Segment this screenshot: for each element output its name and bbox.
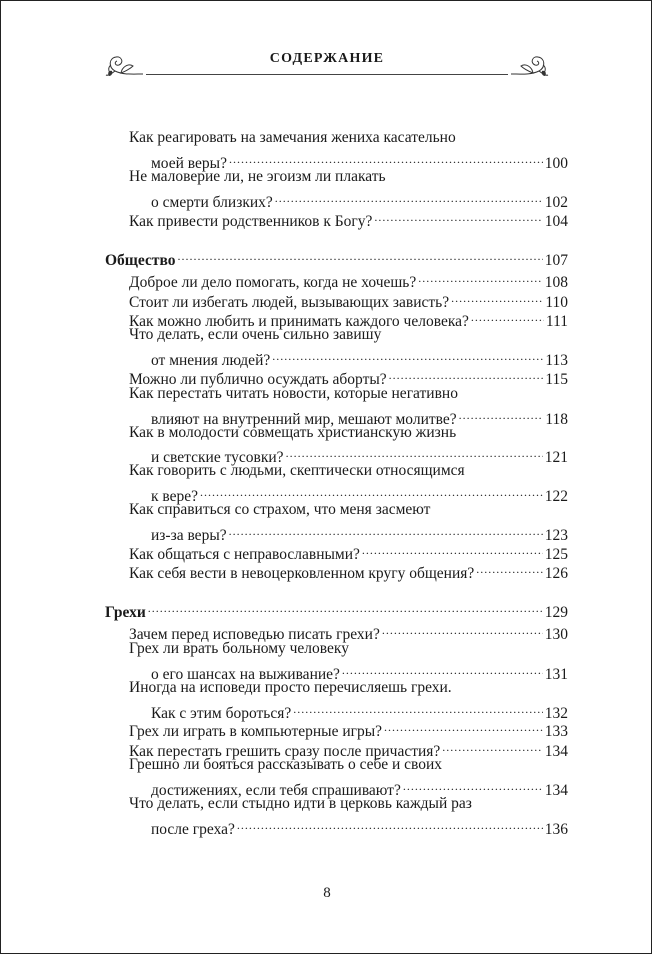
- toc-page-number: 129: [544, 604, 568, 621]
- toc-entry-text: достижениях, если тебя спрашивают?: [151, 782, 401, 799]
- toc-page-number: 122: [544, 488, 568, 505]
- dot-leader: [342, 659, 543, 679]
- toc-entry-text: Как себя вести в невоцерковленном кругу общения?: [129, 565, 475, 582]
- toc-page-number: 131: [544, 666, 568, 683]
- dot-leader: [451, 287, 543, 307]
- toc-entry-text: Стоит ли избегать людей, вызывающих зависть?: [129, 294, 450, 311]
- toc-entry-text: влияют на внутренний мир, мешают молитве?: [151, 411, 457, 428]
- toc-entry-row[interactable]: [151, 345, 568, 369]
- toc-section-row[interactable]: [105, 245, 568, 269]
- dot-leader: [403, 775, 543, 795]
- toc-entry-text: Иногда на исповеди просто перечисляешь грехи.: [129, 679, 452, 696]
- toc-entry-text: Как можно любить и принимать каждого человека?: [129, 313, 469, 330]
- toc-entry-text: Как с этим бороться?: [151, 705, 292, 722]
- toc-entry-row[interactable]: [151, 481, 568, 505]
- page-number: 8: [323, 885, 331, 901]
- dot-leader: [272, 345, 543, 365]
- toc-entry-text: о его шансах на выживание?: [151, 666, 340, 683]
- toc-page-number: 108: [544, 274, 568, 291]
- toc-entry-row[interactable]: [129, 736, 568, 760]
- toc-page-number: 121: [544, 449, 568, 466]
- toc-entry-text: из-за веры?: [151, 527, 227, 544]
- dot-leader: [286, 442, 543, 462]
- toc-page-number: 118: [545, 411, 568, 428]
- toc-entry-row[interactable]: [129, 716, 568, 740]
- toc-entry-row[interactable]: [129, 267, 568, 291]
- toc-entry-text: и светские тусовки?: [151, 449, 284, 466]
- toc-page-number: 115: [545, 371, 568, 388]
- toc-entry-text: Можно ли публично осуждать аборты?: [129, 371, 387, 388]
- toc-section-title: Грехи: [105, 604, 146, 621]
- toc-entry-text: Зачем перед исповедью писать грехи?: [129, 626, 380, 643]
- toc-page-number: 134: [544, 743, 568, 760]
- toc-entry-row[interactable]: [129, 364, 568, 388]
- dot-leader: [229, 148, 543, 168]
- dot-leader: [389, 364, 544, 384]
- toc-entry-text: к вере?: [151, 488, 199, 505]
- toc-page-number: 113: [545, 352, 568, 369]
- toc-page-number: 107: [544, 252, 568, 269]
- toc-page-number: 123: [544, 527, 568, 544]
- toc-entry-row[interactable]: [151, 187, 568, 211]
- toc-entry-row[interactable]: [151, 814, 568, 838]
- toc-page-number: 132: [544, 705, 568, 722]
- toc-entry-text: Грешно ли бояться рассказывать о себе и своих: [129, 756, 443, 773]
- toc-page-number: 100: [544, 155, 568, 172]
- toc-entry-row[interactable]: [151, 442, 568, 466]
- toc-entry-row[interactable]: [151, 520, 568, 544]
- dot-leader: [200, 481, 543, 501]
- toc-entry-text: Как перестать грешить сразу после причастия?: [129, 743, 441, 760]
- toc-entry-text: Как справиться со страхом, что меня засмеют: [129, 501, 431, 518]
- page-title: СОДЕРЖАНИЕ: [269, 51, 385, 66]
- toc-page-number: 111: [545, 313, 568, 330]
- dot-leader: [374, 206, 542, 226]
- toc-entry-row[interactable]: [129, 619, 568, 643]
- toc-section-title: Общество: [105, 252, 176, 269]
- dot-leader: [177, 245, 542, 265]
- dot-leader: [384, 716, 543, 736]
- toc-entry-row[interactable]: [129, 206, 568, 230]
- toc-page-number: 110: [545, 294, 568, 311]
- toc-entry-row[interactable]: [129, 287, 568, 311]
- dot-leader: [237, 814, 543, 834]
- dot-leader: [459, 404, 544, 424]
- toc-page-number: 126: [544, 565, 568, 582]
- toc-entry-row[interactable]: [129, 539, 568, 563]
- toc-entry-text: Как говорить с людьми, скептически относящимся: [129, 462, 465, 479]
- toc-page-number: 134: [544, 782, 568, 799]
- toc-entry-row[interactable]: [151, 148, 568, 172]
- toc-entry-text: Как общаться с неправославными?: [129, 546, 360, 563]
- dot-leader: [382, 619, 543, 639]
- dot-leader: [148, 597, 543, 617]
- toc-entry-row[interactable]: [151, 775, 568, 799]
- dot-leader: [476, 558, 542, 578]
- toc-entry-text: Что делать, если очень сильно завишу: [129, 326, 382, 343]
- toc-entry-row[interactable]: [129, 558, 568, 582]
- toc-entry-text: Грех ли играть в компьютерные игры?: [129, 723, 383, 740]
- toc-entry-row[interactable]: [151, 698, 568, 722]
- dot-leader: [442, 736, 542, 756]
- toc-entry-row[interactable]: [151, 404, 568, 428]
- toc-page-number: 102: [544, 194, 568, 211]
- toc-entry-text: моей веры?: [151, 155, 227, 172]
- toc-page-number: 136: [544, 821, 568, 838]
- toc-page-number: 125: [544, 546, 568, 563]
- dot-leader: [362, 539, 543, 559]
- toc-entry-row[interactable]: [151, 659, 568, 683]
- toc-section-row[interactable]: [105, 597, 568, 621]
- toc-entry-text: Не маловерие ли, не эгоизм ли плакать: [129, 168, 386, 185]
- dot-leader: [229, 520, 543, 540]
- toc-entry-text: Как привести родственников к Богу?: [129, 213, 373, 230]
- table-of-contents: [1, 1, 652, 954]
- toc-entry-text: Грех ли врать больному человеку: [129, 640, 349, 657]
- toc-entry-text: после греха?: [151, 821, 235, 838]
- toc-entry-text: Что делать, если стыдно идти в церковь каждый раз: [129, 795, 472, 812]
- toc-entry-text: о смерти близких?: [151, 194, 273, 211]
- dot-leader: [418, 267, 542, 287]
- toc-entry-text: от мнения людей?: [151, 352, 271, 369]
- toc-entry-row[interactable]: [129, 306, 568, 330]
- toc-entry-text: Как в молодости совмещать христианскую жизнь: [129, 424, 457, 441]
- toc-entry-text: Как перестать читать новости, которые негативно: [129, 385, 458, 402]
- dot-leader: [471, 306, 544, 326]
- toc-page-number: 133: [544, 723, 568, 740]
- dot-leader: [275, 187, 543, 207]
- toc-page-number: 104: [544, 213, 568, 230]
- dot-leader: [293, 698, 543, 718]
- toc-entry-text: Доброе ли дело помогать, когда не хочешь?: [129, 274, 417, 291]
- toc-page-number: 130: [544, 626, 568, 643]
- toc-entry-text: Как реагировать на замечания жениха касательно: [129, 129, 456, 146]
